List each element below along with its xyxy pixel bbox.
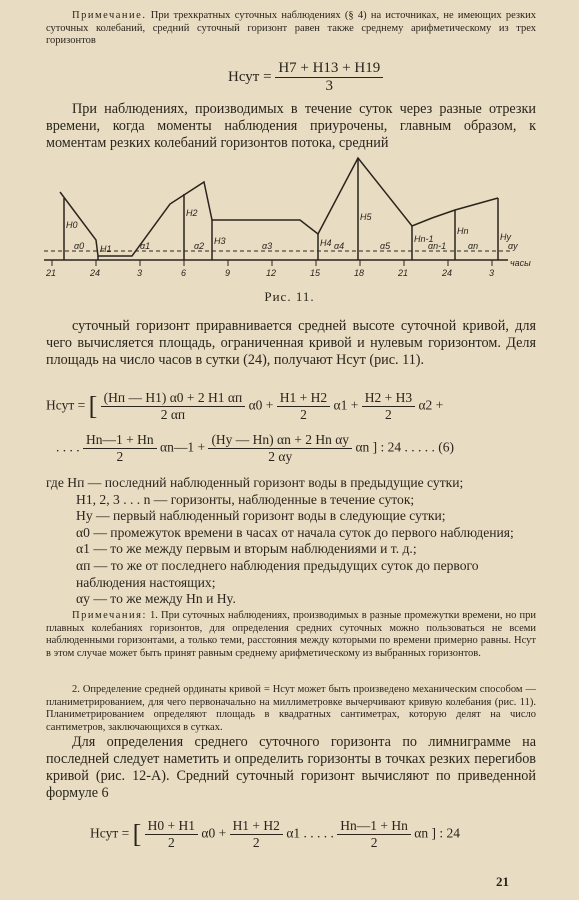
formula-bottom-term-2 <box>230 818 283 851</box>
bottom-term-2-den: 2 <box>252 835 260 850</box>
formula-main-lead: . . . . <box>56 439 80 455</box>
bottom-term-3-mul: αn <box>414 825 429 841</box>
paragraph-1: При наблюдениях, производимых в течение суток через разные отрезки времени, когда моменты наблюдения приурочены, главным образом, к моментам резких колебаний горизонтов потока, средний <box>46 101 536 151</box>
bottom-term-1-num: H0 + H1 <box>145 818 198 835</box>
hour-ticks <box>52 260 492 266</box>
formula-top-den: 3 <box>325 78 334 94</box>
formula-bottom-lhs: Hсут = <box>90 825 130 841</box>
h-label: H3 <box>214 236 226 246</box>
term-1-den: 2 αп <box>160 407 186 422</box>
h-label: Hy <box>500 232 511 242</box>
formula-main-lhs: Hсут = <box>46 397 86 413</box>
formula-main-line-1 <box>46 390 443 423</box>
hour-tick-label: 18 <box>354 268 365 278</box>
term-5-mul: αn <box>355 439 370 455</box>
term-1-mul: α0 + <box>248 397 274 413</box>
alpha-label: α4 <box>334 241 345 251</box>
alpha-label: αy <box>508 241 518 251</box>
formula-top-num: H7 + H13 + H19 <box>275 60 383 78</box>
definition-line: Hy — первый наблюденный горизонт воды в следующие сутки; <box>76 508 446 524</box>
term-1-num: (Hп — H1) α0 + 2 H1 αп <box>101 390 246 407</box>
formula-main-term-4 <box>83 432 157 465</box>
bracket-open: [ <box>132 819 142 849</box>
term-4-num: Hn—1 + Hn <box>83 432 157 449</box>
hour-tick-label: 24 <box>442 268 453 278</box>
definition-line: где Hп — последний наблюденный горизонт воды в предыдущие сутки; <box>46 475 464 490</box>
term-3-den: 2 <box>385 407 392 422</box>
definition-line: H1, 2, 3 . . . n — горизонты, наблюденные в течение суток; <box>76 491 415 507</box>
h-label: H5 <box>360 212 372 222</box>
hour-tick-label: 24 <box>90 268 101 278</box>
term-3-mul: α2 + <box>418 397 444 413</box>
term-2-num: H1 + H2 <box>277 390 330 407</box>
alpha-label: α1 <box>140 241 151 251</box>
notes-item-2: 2. Определение средней ординаты кривой = Hсут может быть произведено механическим способом — планиметрированием, для чего первоначально на миллиметровке вычерчивают кривую колебания (рис. 11). Планиметрированием определяют площадь в квадратных сантиметрах, которую делят на число сантиметров, заключающихся в сутках. <box>46 684 536 733</box>
bottom-term-2-num: H1 + H2 <box>230 818 283 835</box>
paragraph-2: суточный горизонт приравнивается средней высоте суточной кривой, для чего вычисляется площадь, ограниченная кривой и нулевым горизонтом. Деля площадь на число часов в сутки (24), получают Hсут (рис. 11). <box>46 318 536 368</box>
alpha-label: α5 <box>380 241 391 251</box>
alpha-label: α0 <box>74 241 85 251</box>
bottom-term-1-den: 2 <box>167 835 175 850</box>
hour-tick-label: 3 <box>137 268 143 278</box>
h-label: H1 <box>100 244 112 254</box>
notes-heading: Примечания: <box>72 610 147 621</box>
figure-11-water-level-chart <box>40 148 540 288</box>
formula-main-term-5 <box>208 432 352 465</box>
hour-tick-label: 12 <box>266 268 277 278</box>
alpha-label: αn <box>468 241 479 251</box>
definition-line: αп — то же от последнего наблюдения предыдущих суток до первого наблюдения настоящих; <box>76 557 479 590</box>
page-number: 21 <box>496 874 509 889</box>
notes-1 <box>46 610 536 660</box>
term-5-num: (Hy — Hn) αn + 2 Hn αy <box>208 432 352 449</box>
h-label: Hn <box>457 226 469 236</box>
definition-line: α1 — то же между первым и вторым наблюдениями и т. д.; <box>76 541 417 557</box>
formula-bottom-term-1 <box>145 818 198 851</box>
formula-main-term-1 <box>101 390 246 423</box>
term-3-num: H2 + H3 <box>362 390 415 407</box>
paragraph-3: Для определения среднего суточного горизонта по лимниграмме на последней следует наметить и определить горизонты в точках резких перегибов кривой (рис. 12-А). Средний суточный горизонт вычисляют по приведенной формуле 6 <box>46 734 536 801</box>
definition-line: α0 — промежуток времени в часах от начала суток до первого наблюдения; <box>76 524 514 540</box>
formula-bottom <box>90 818 460 851</box>
formula-main-term-2 <box>277 390 330 423</box>
note-top-heading: Примечание. <box>72 10 147 21</box>
hour-tick-label: 9 <box>225 268 231 278</box>
formula-bottom-tail: ] : 24 <box>431 825 460 841</box>
formula-top-fraction <box>275 60 383 95</box>
figure-caption: Рис. 11. <box>264 289 315 304</box>
hour-tick-label: 21 <box>46 268 57 278</box>
formula-main-tail: ] : 24 . . . . . (6) <box>372 439 455 455</box>
hour-tick-label: 21 <box>398 268 409 278</box>
alpha-label: α3 <box>262 241 273 251</box>
bottom-term-1-mul: α0 + <box>201 825 227 841</box>
term-5-den: 2 αy <box>268 449 293 464</box>
alpha-label: α2 <box>194 241 205 251</box>
alpha-label: αn-1 <box>428 241 447 251</box>
hour-unit-label: часы <box>510 258 531 268</box>
hour-tick-label: 6 <box>181 268 187 278</box>
definition-line: αy — то же между Hn и Hy. <box>76 591 236 607</box>
term-4-mul: αn—1 + <box>160 439 206 455</box>
definitions-list <box>46 475 536 608</box>
note-top <box>46 10 536 48</box>
formula-top <box>228 60 383 95</box>
bottom-term-3-num: Hn—1 + Hn <box>337 818 411 835</box>
term-2-mul: α1 + <box>333 397 359 413</box>
note-top-text: При трехкратных суточных наблюдениях (§ 4) на источниках, не имеющих резких суточных колебаний, средний суточный горизонт равен также среднему арифметическому из трех горизонтов <box>46 10 537 46</box>
formula-bottom-term-3 <box>337 818 411 851</box>
bottom-term-2-mul: α1 . . . . . <box>286 825 334 841</box>
bottom-term-3-den: 2 <box>370 835 378 850</box>
term-4-den: 2 <box>116 449 124 464</box>
h-label: H0 <box>66 220 78 230</box>
term-2-den: 2 <box>300 407 307 422</box>
formula-main-term-3 <box>362 390 415 423</box>
hour-tick-label: 15 <box>310 268 321 278</box>
h-label: H2 <box>186 208 198 218</box>
h-label: Hn-1 <box>414 234 434 244</box>
h-label: H4 <box>320 238 332 248</box>
bracket-open: [ <box>88 391 98 421</box>
hour-tick-label: 3 <box>489 268 495 278</box>
formula-top-lhs: Hсут = <box>228 68 272 85</box>
notes-item-1: 1. При суточных наблюдениях, производимых в разные промежутки времени, но при плавных колебаниях горизонтов, для определения средних суточных можно пользоваться не всеми наблюденными горизонтами, а только теми, расстояния между которыми по времени примерно равны. Hсут в этом случае может быть принят равным среднему арифметическому из выбранных горизонтов. <box>46 610 536 659</box>
formula-main-line-2 <box>56 432 454 465</box>
